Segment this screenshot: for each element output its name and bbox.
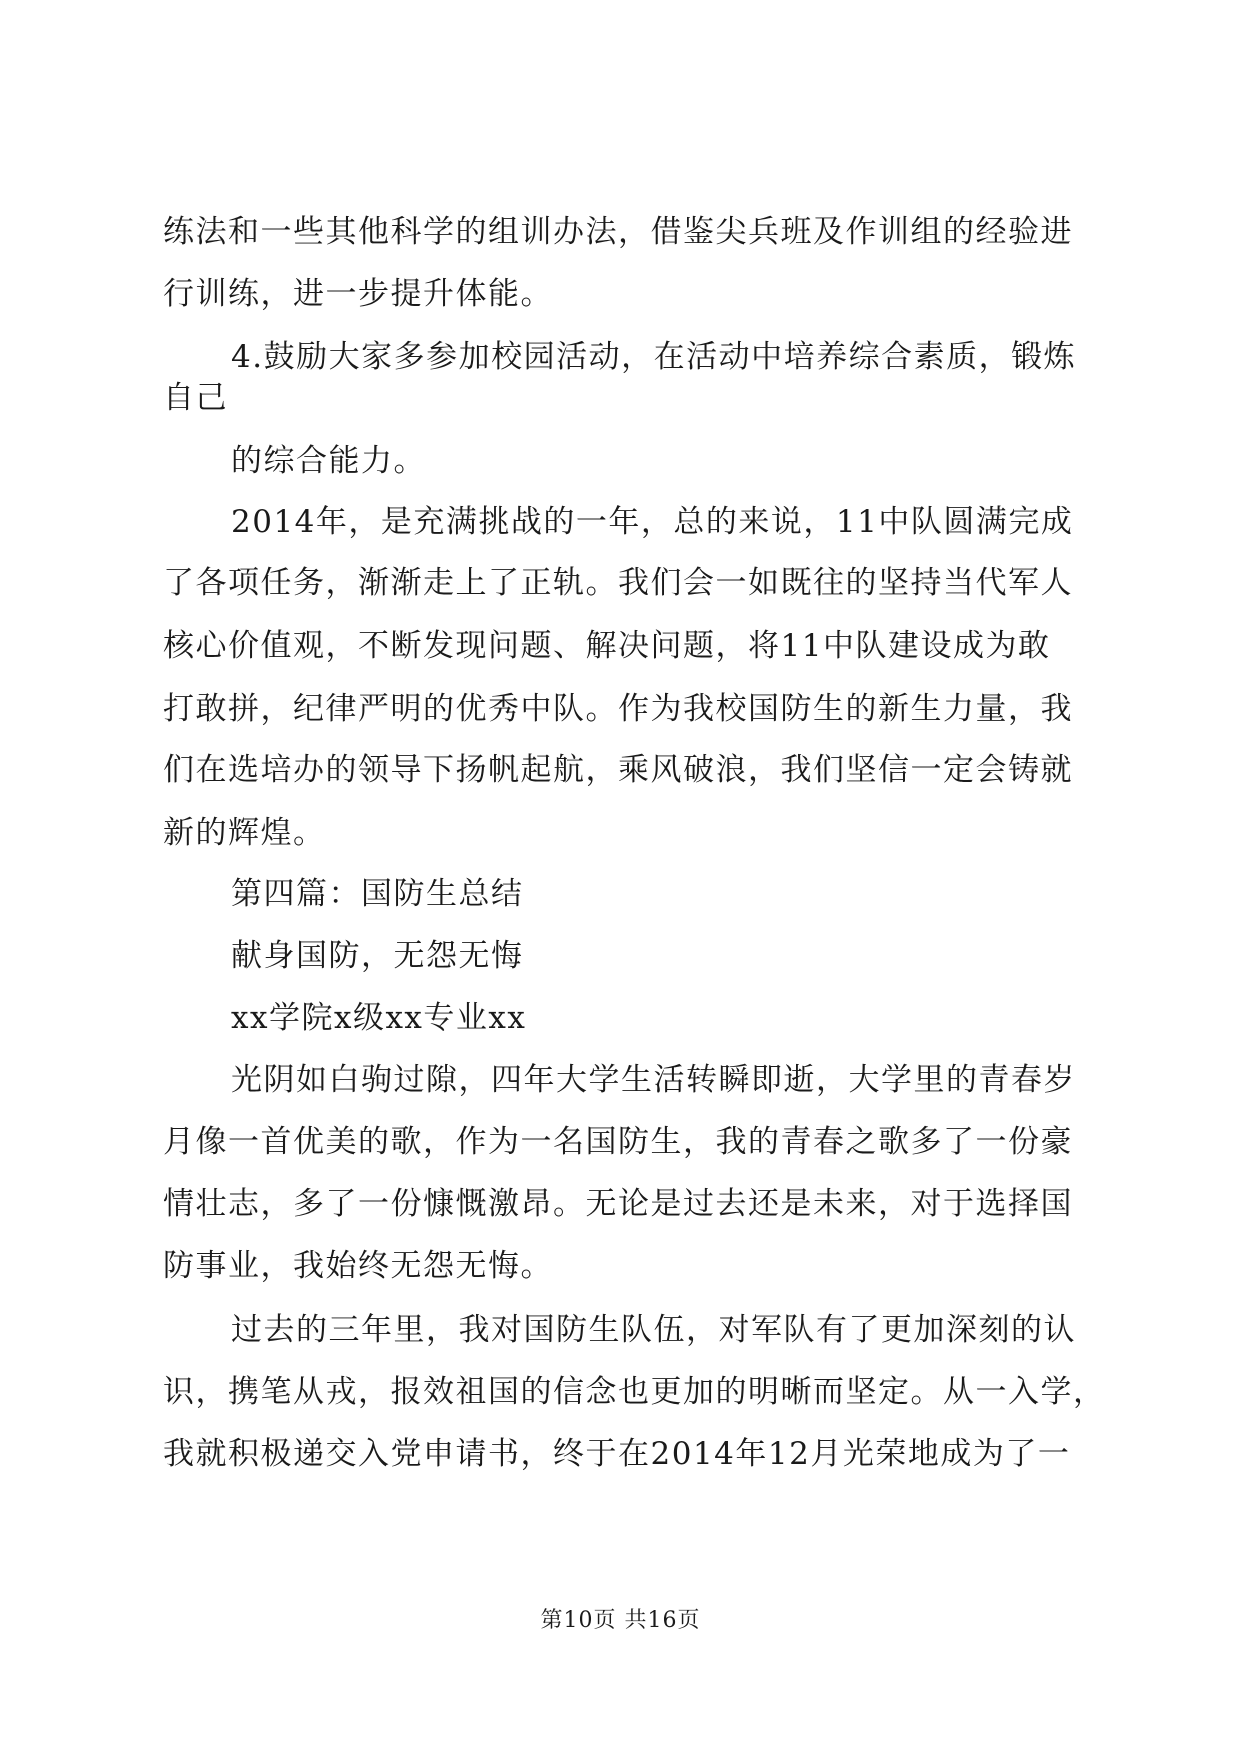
text-line: 练法和一些其他科学的组训办法，借鉴尖兵班及作训组的经验进	[163, 214, 1073, 250]
text-line: 过去的三年里，我对国防生队伍，对军队有了更加深刻的认	[231, 1312, 1076, 1348]
page-number: 第10页 共16页	[540, 1608, 701, 1633]
text-line: 2014年，是充满挑战的一年，总的来说，11中队圆满完成	[231, 504, 1074, 540]
text-line: 们在选培办的领导下扬帆起航，乘风破浪，我们坚信一定会铸就	[163, 752, 1073, 788]
text-line: 识，携笔从戎，报效祖国的信念也更加的明晰而坚定。从一入学，	[163, 1374, 1106, 1410]
author-line: xx学院x级xx专业xx	[231, 1000, 527, 1036]
text-line: 新的辉煌。	[163, 815, 326, 851]
text-line: 4.鼓励大家多参加校园活动，在活动中培养综合素质，锻炼	[231, 339, 1077, 375]
text-line: 打敢拼，纪律严明的优秀中队。作为我校国防生的新生力量，我	[163, 691, 1073, 727]
text-line: 核心价值观，不断发现问题、解决问题，将11中队建设成为敢	[163, 628, 1051, 664]
text-line: 月像一首优美的歌，作为一名国防生，我的青春之歌多了一份豪	[163, 1124, 1073, 1160]
text-line: 了各项任务，渐渐走上了正轨。我们会一如既往的坚持当代军人	[163, 565, 1073, 601]
section-heading: 第四篇：国防生总结	[231, 876, 524, 912]
text-line: 光阴如白驹过隙，四年大学生活转瞬即逝，大学里的青春岁	[231, 1062, 1076, 1098]
text-line: 防事业，我始终无怨无悔。	[163, 1248, 553, 1284]
article-title: 献身国防，无怨无悔	[231, 938, 524, 974]
text-line: 自己	[163, 380, 228, 416]
text-line: 行训练，进一步提升体能。	[163, 276, 553, 312]
text-line: 我就积极递交入党申请书，终于在2014年12月光荣地成为了一	[163, 1436, 1071, 1472]
text-line: 的综合能力。	[231, 443, 426, 479]
text-line: 情壮志，多了一份慷慨激昂。无论是过去还是未来，对于选择国	[163, 1186, 1073, 1222]
